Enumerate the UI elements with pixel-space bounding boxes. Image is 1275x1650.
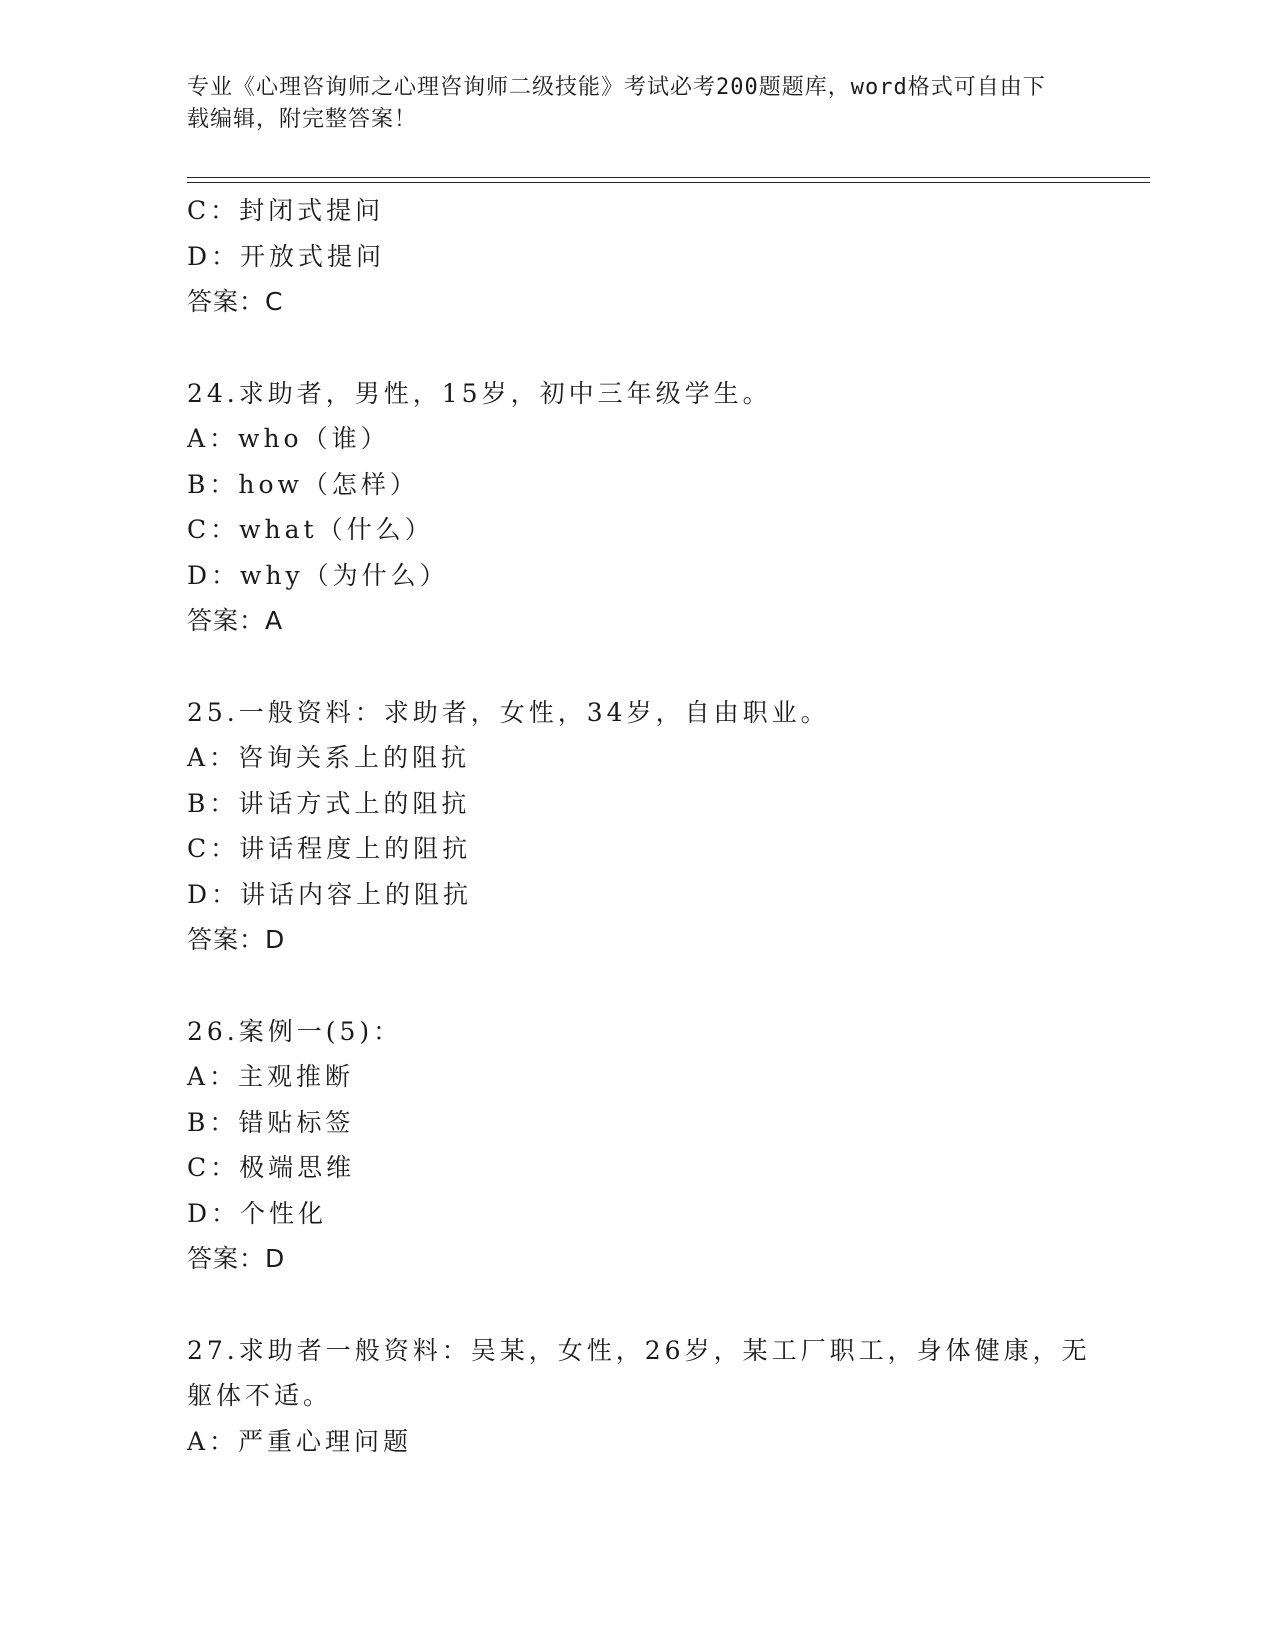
option-a: A：咨询关系上的阻抗 (187, 743, 471, 772)
option-a: A：严重心理问题 (187, 1426, 413, 1456)
question-text: 24.求助者，男性，15岁，初中三年级学生。 (187, 378, 772, 408)
spacer (187, 644, 1087, 690)
question-content (187, 188, 1091, 1464)
question-text-line-2: 躯体不适。 (187, 1381, 333, 1410)
option-b: B：错贴标签 (187, 1107, 355, 1137)
option-d: D：讲话内容上的阻抗 (187, 879, 473, 909)
header-text: 专业《心理咨询师之心理咨询师二级技能》考试必考200题题库，word格式可自由下载编辑，附完整答案！ (187, 75, 1046, 132)
question-text: 26.案例一(5)： (187, 1016, 403, 1046)
option-b: B：讲话方式上的阻抗 (187, 788, 471, 818)
spacer (187, 1282, 1087, 1328)
option-c: C：极端思维 (187, 1153, 356, 1182)
question-block-27 (187, 1328, 1091, 1465)
spacer (187, 963, 1087, 1009)
option-d: D：开放式提问 (187, 241, 386, 271)
option-d: D：why（为什么） (187, 560, 449, 590)
question-block-prev (187, 188, 1087, 325)
option-c: C：what（什么） (187, 515, 434, 544)
option-b: B：how（怎样） (187, 469, 419, 499)
header-rule-bottom (187, 182, 1150, 183)
question-text-line-1: 27.求助者一般资料：吴某，女性，26岁，某工厂职工，身体健康，无 (187, 1335, 1091, 1365)
option-c: C：封闭式提问 (187, 196, 385, 225)
answer-line: 答案：A (187, 606, 284, 635)
question-block-24 (187, 371, 1087, 644)
question-block-26 (187, 1009, 1087, 1282)
answer-line: 答案：D (187, 925, 286, 954)
option-a: A：主观推断 (187, 1062, 355, 1091)
header-rule-top (187, 177, 1150, 178)
spacer (187, 325, 1087, 371)
option-c: C：讲话程度上的阻抗 (187, 834, 472, 863)
question-block-25 (187, 690, 1087, 963)
option-a: A：who（谁） (187, 424, 390, 453)
document-header (187, 72, 1067, 136)
question-text: 25.一般资料：求助者，女性，34岁，自由职业。 (187, 697, 830, 727)
option-d: D：个性化 (187, 1198, 328, 1228)
answer-line: 答案：D (187, 1244, 286, 1273)
answer-line: 答案：C (187, 287, 284, 316)
